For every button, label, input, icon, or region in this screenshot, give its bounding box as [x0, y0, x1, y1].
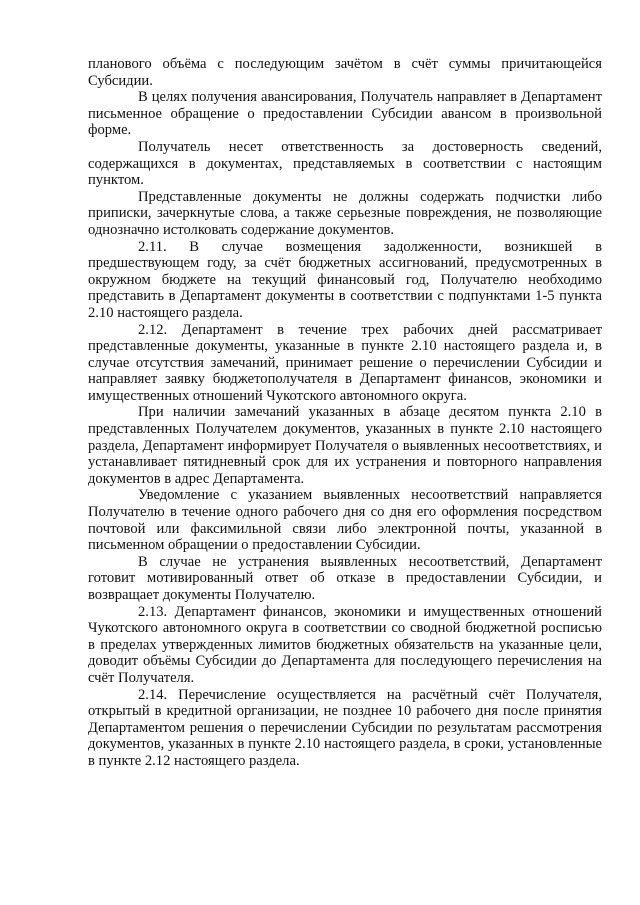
paragraph-2-13: 2.13. Департамент финансов, экономики и имущественных отношений Чукотского автономного округа в соответствии со сводной бюджетной росписью в пределах утвержденных лимитов бюджетных обязательств на указанные цели, доводит объёмы Субсидии до Департамента для последующего перечисления на счёт Получателя.: [88, 603, 602, 686]
paragraph-continuation: планового объёма с последующим зачётом в счёт суммы причитающейся Субсидии.: [88, 56, 602, 89]
paragraph-2-11: 2.11. В случае возмещения задолженности, возникшей в предшествующем году, за счёт бюджетных ассигнований, предусмотренных в окружном бюджете на текущий финансовый год, Получателю необходимо представить в Департамент документы в соответствии с подпунктами 1-5 пункта 2.10 настоящего раздела.: [88, 238, 602, 321]
document-page: [88, 56, 602, 770]
paragraph-advance-request: В целях получения авансирования, Получатель направляет в Департамент письменное обращение о предоставлении Субсидии авансом в произвольной форме.: [88, 89, 602, 139]
paragraph-2-12: 2.12. Департамент в течение трех рабочих дней рассматривает представленные документы, указанные в пункте 2.10 настоящего раздела и, в случае отсутствия замечаний, принимает решение о перечислении Субсидии и направляет заявку бюджетополучателя в Департамент финансов, экономики и имущественных отношений Чукотского автономного округа.: [88, 321, 602, 404]
paragraph-notification: Уведомление с указанием выявленных несоответствий направляется Получателю в течение одного рабочего дня со дня его оформления посредством почтовой или факсимильной связи либо электронной почты, указанной в письменном обращении о предоставлении Субсидии.: [88, 487, 602, 554]
paragraph-2-14: 2.14. Перечисление осуществляется на расчётный счёт Получателя, открытый в кредитной организации, не позднее 10 рабочего дня после принятия Департаментом решения о перечислении Субсидии по результатам рассмотрения документов, указанных в пункте 2.10 настоящего раздела, в сроки, установленные в пункте 2.12 настоящего раздела.: [88, 686, 602, 769]
paragraph-responsibility: Получатель несет ответственность за достоверность сведений, содержащихся в документах, представляемых в соответствии с настоящим пунктом.: [88, 138, 602, 189]
paragraph-refusal: В случае не устранения выявленных несоответствий, Департамент готовит мотивированный ответ об отказе в предоставлении Субсидии, и возвращает документы Получателю.: [88, 553, 602, 603]
paragraph-remarks: При наличии замечаний указанных в абзаце десятом пункта 2.10 в представленных Получателем документов, указанных в пункте 2.10 настоящего раздела, Департамент информирует Получателя о выявленных несоответствиях, и устанавливает пятидневный срок для их устранения и повторного направления документов в адрес Департамента.: [88, 404, 602, 487]
paragraph-document-requirements: Представленные документы не должны содержать подчистки либо приписки, зачеркнутые слова, а также серьезные повреждения, не позволяющие однозначно истолковать содержание документов.: [88, 188, 602, 238]
